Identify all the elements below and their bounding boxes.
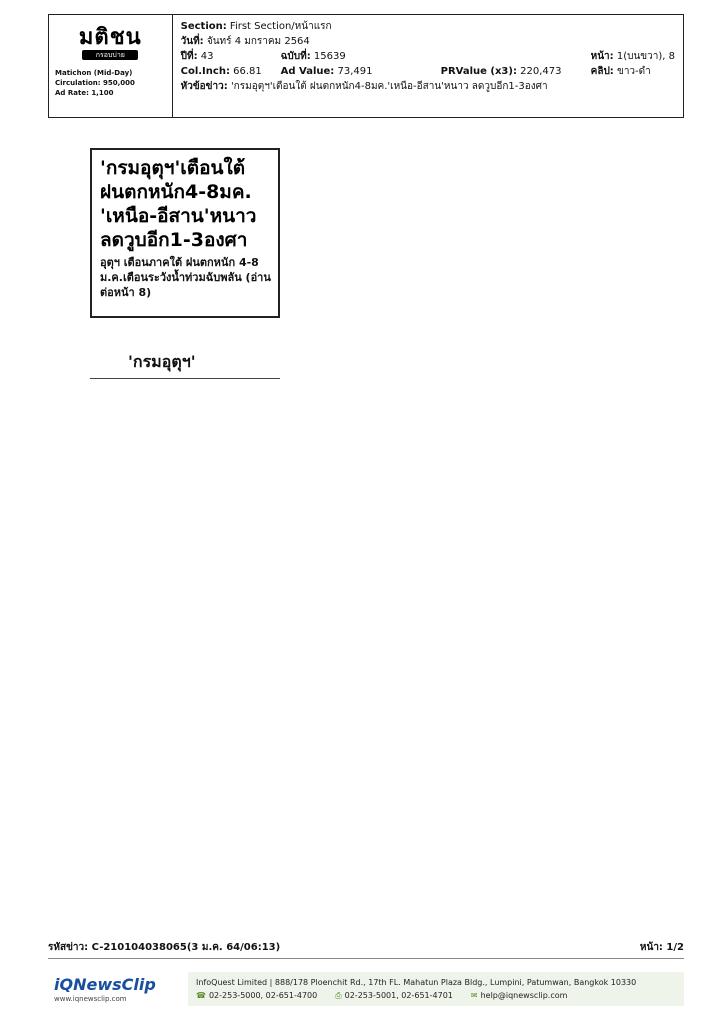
publication-info — [49, 15, 173, 117]
headline-deck: อุตุฯ เตือนภาคใต้ ฝนตกหนัก 4-8 ม.ค.เตือนระวังน้ำท่วมฉับพลัน (อ่านต่อหน้า 8) — [100, 256, 271, 299]
iqnewsclip-logo — [48, 975, 188, 1003]
year-label: ปีที่: — [180, 51, 198, 62]
paper-name: Matichon (Mid-Day) — [55, 69, 133, 77]
adval-label: Ad Value: — [280, 66, 335, 77]
headline-title: 'กรมอุตุฯ'เตือนใต้ ฝนตกหนัก4-8มค. 'เหนือ-อีสาน'หนาว ลดวูบอีก1-3องศา — [100, 157, 257, 251]
headline-box — [90, 148, 280, 318]
contact-info — [188, 972, 684, 1006]
adval-value: 73,491 — [337, 66, 373, 77]
colinch-label: Col.Inch: — [180, 66, 230, 77]
email-icon: ✉ — [470, 990, 478, 1000]
article-column-1 — [90, 392, 280, 932]
matichon-logo: มติชน — [78, 24, 142, 50]
article-column-2 — [290, 148, 486, 932]
circulation-value: 950,000 — [103, 79, 135, 87]
phone-icon: ☎ — [196, 990, 206, 1000]
date-value: จันทร์ 4 มกราคม 2564 — [206, 36, 310, 47]
phone-number: 02-253-5000, 02-651-4700 — [208, 990, 318, 1000]
colinch-value: 66.81 — [233, 66, 262, 77]
article-column-3 — [496, 148, 692, 932]
issue-label: ฉบับที่: — [280, 51, 311, 62]
company-line: InfoQuest Limited | 888/178 Ploenchit Rd., 17th FL. Mahatun Plaza Bldg., Lumpini, Patumwan, Bangkok 10330 — [196, 977, 637, 987]
email-address: help@iqnewsclip.com — [480, 990, 568, 1000]
news-id-line — [48, 940, 684, 955]
issue-value: 15639 — [313, 51, 346, 62]
clip-value: ขาว-ดำ — [616, 66, 651, 77]
brand-name: iQNewsClip — [54, 974, 156, 994]
clip-metadata-header — [48, 14, 684, 118]
divider — [90, 378, 280, 379]
page-count-value: 1/2 — [666, 942, 684, 953]
topic-label: หัวข้อข่าว: — [180, 81, 228, 92]
prvalue-value: 220,473 — [520, 66, 562, 77]
year-value: 43 — [200, 51, 214, 62]
page-value: 1(บนขวา), 8 — [616, 51, 675, 62]
adrate-label: Ad Rate: — [55, 89, 89, 97]
brand-url: www.iqnewsclip.com — [54, 994, 127, 1003]
circulation-label: Circulation: — [55, 79, 101, 87]
adrate-value: 1,100 — [91, 89, 114, 97]
news-id-label: รหัสข่าว: — [48, 942, 89, 953]
date-label: วันที่: — [180, 36, 204, 47]
news-id-value: C-210104038065(3 ม.ค. 64/06:13) — [91, 942, 281, 953]
fax-number: 02-253-5001, 02-651-4701 — [344, 990, 453, 1000]
prvalue-label: PRValue (x3): — [440, 66, 517, 77]
fax-icon: ⎙ — [335, 990, 342, 1000]
section-value: First Section/หน้าแรก — [229, 21, 332, 32]
topic-value: 'กรมอุตุฯ'เตือนใต้ ฝนตกหนัก4-8มค.'เหนือ-อีสาน'หนาว ลดวูบอีก1-3องศา — [230, 81, 548, 92]
edition-badge: กรอบบ่าย — [82, 50, 138, 60]
page-footer — [48, 958, 684, 1018]
clip-label: คลิป: — [590, 66, 614, 77]
section-label: Section: — [180, 21, 227, 32]
page-count-label: หน้า: — [639, 942, 663, 953]
article-subhead: 'กรมอุตุฯ' — [128, 352, 196, 371]
page-label: หน้า: — [590, 51, 614, 62]
clip-details — [173, 15, 683, 117]
